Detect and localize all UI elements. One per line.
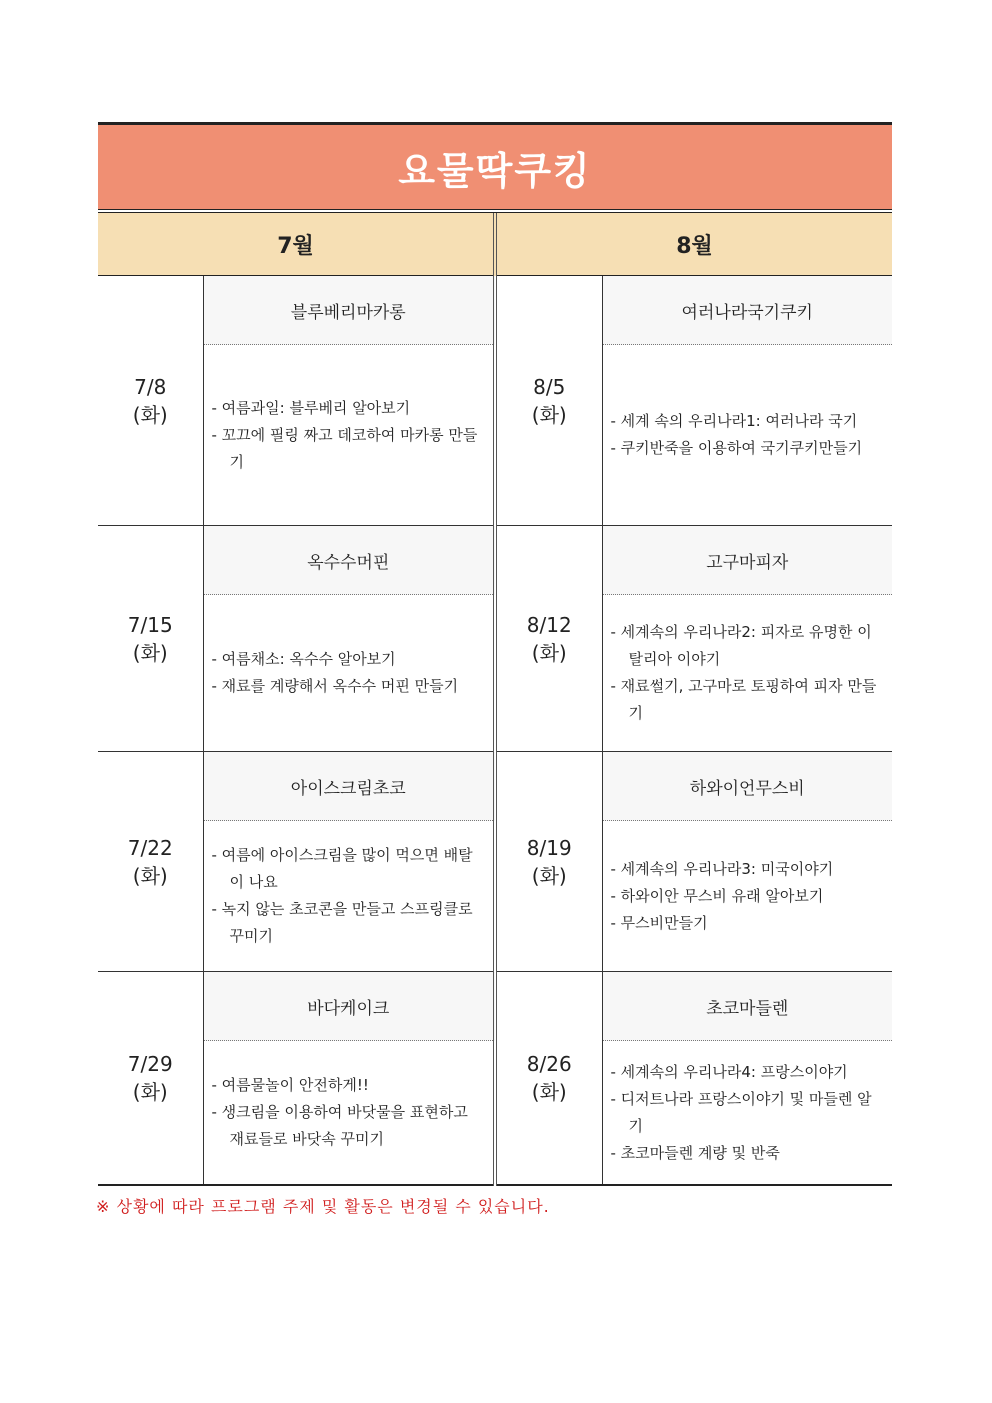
session-date: 8/26 bbox=[526, 1052, 572, 1076]
session-title: 아이스크림초코 bbox=[203, 752, 495, 821]
activity-line: - 디저트나라 프랑스이야기 및 마들렌 알기 bbox=[610, 1089, 872, 1135]
activity-line: - 생크림을 이용하여 바닷물을 표현하고 재료들로 바닷속 꾸미기 bbox=[211, 1103, 468, 1148]
session-date-cell bbox=[495, 526, 602, 752]
activity-line: - 여름물놀이 안전하게!! bbox=[211, 1076, 369, 1094]
session-date-cell bbox=[495, 752, 602, 972]
activity-line: - 무스비만들기 bbox=[610, 913, 708, 932]
session-name-row bbox=[98, 276, 892, 345]
session-activities bbox=[602, 345, 892, 526]
session-title: 바다케이크 bbox=[203, 972, 495, 1041]
activity-line: - 여름과일: 블루베리 알아보기 bbox=[211, 398, 411, 417]
session-day: (화) bbox=[531, 863, 567, 888]
session-name-row bbox=[98, 752, 892, 821]
activity-line: - 여름에 아이스크림을 많이 먹으면 배탈이 나요 bbox=[211, 846, 473, 891]
session-title: 고구마피자 bbox=[602, 526, 892, 595]
session-title: 초코마들렌 bbox=[602, 972, 892, 1041]
session-title: 여러나라국기쿠키 bbox=[602, 276, 892, 345]
activity-line: - 재료를 계량해서 옥수수 머핀 만들기 bbox=[211, 677, 459, 695]
session-title: 옥수수머핀 bbox=[203, 526, 495, 595]
month-august-header: 8월 bbox=[495, 213, 892, 276]
session-date: 8/19 bbox=[526, 835, 572, 860]
session-date-cell bbox=[98, 276, 203, 526]
activity-line: - 꼬끄에 필링 짜고 데코하여 마카롱 만들기 bbox=[211, 425, 478, 471]
session-date-cell bbox=[98, 752, 203, 972]
session-date: 8/5 bbox=[533, 374, 566, 399]
session-day: (화) bbox=[531, 1080, 567, 1104]
activity-line: - 하와이안 무스비 유래 알아보기 bbox=[610, 886, 824, 905]
activity-line: - 세계속의 우리나라2: 피자로 유명한 이탈리아 이야기 bbox=[610, 623, 872, 668]
month-july-header: 7월 bbox=[98, 213, 495, 276]
schedule-sheet bbox=[98, 122, 892, 1186]
change-notice: ※ 상황에 따라 프로그램 주제 및 활동은 변경될 수 있습니다. bbox=[96, 1197, 550, 1216]
session-title: 하와이언무스비 bbox=[602, 752, 892, 821]
activity-line: - 재료썰기, 고구마로 토핑하여 피자 만들기 bbox=[610, 677, 877, 722]
session-day: (화) bbox=[132, 640, 168, 665]
session-day: (화) bbox=[132, 402, 168, 427]
session-name-row bbox=[98, 972, 892, 1041]
session-date-cell bbox=[495, 276, 602, 526]
session-day: (화) bbox=[132, 1080, 168, 1104]
schedule-body bbox=[98, 276, 892, 1186]
session-day: (화) bbox=[531, 402, 567, 427]
session-day: (화) bbox=[531, 640, 567, 665]
session-date: 7/15 bbox=[127, 612, 173, 637]
session-activities bbox=[203, 345, 495, 526]
month-header-row bbox=[98, 213, 892, 276]
session-activities bbox=[602, 595, 892, 752]
session-date: 8/12 bbox=[526, 612, 572, 637]
activity-line: - 쿠키반죽을 이용하여 국기쿠키만들기 bbox=[610, 439, 863, 457]
session-date: 7/29 bbox=[127, 1052, 173, 1076]
session-date-cell bbox=[98, 972, 203, 1186]
session-name-row bbox=[98, 526, 892, 595]
activity-line: - 녹지 않는 초코콘을 만들고 스프링클로 꾸미기 bbox=[211, 900, 473, 945]
session-activities bbox=[203, 1041, 495, 1186]
session-title: 블루베리마카롱 bbox=[203, 276, 495, 345]
session-activities bbox=[602, 1041, 892, 1186]
session-activities bbox=[203, 595, 495, 752]
activity-line: - 세계속의 우리나라3: 미국이야기 bbox=[610, 859, 834, 878]
session-date-cell bbox=[495, 972, 602, 1186]
session-activities bbox=[602, 821, 892, 972]
session-activities bbox=[203, 821, 495, 972]
activity-line: - 세계속의 우리나라4: 프랑스이야기 bbox=[610, 1062, 848, 1081]
schedule-table bbox=[98, 213, 892, 276]
program-title: 요물딱쿠킹 bbox=[98, 122, 892, 210]
activity-line: - 세계 속의 우리나라1: 여러나라 국기 bbox=[610, 412, 858, 430]
session-date: 7/22 bbox=[127, 835, 173, 860]
session-date-cell bbox=[98, 526, 203, 752]
session-date: 7/8 bbox=[134, 374, 167, 399]
session-day: (화) bbox=[132, 863, 168, 888]
activity-line: - 여름채소: 옥수수 알아보기 bbox=[211, 650, 396, 668]
activity-line: - 초코마들렌 계량 및 반죽 bbox=[610, 1143, 780, 1162]
